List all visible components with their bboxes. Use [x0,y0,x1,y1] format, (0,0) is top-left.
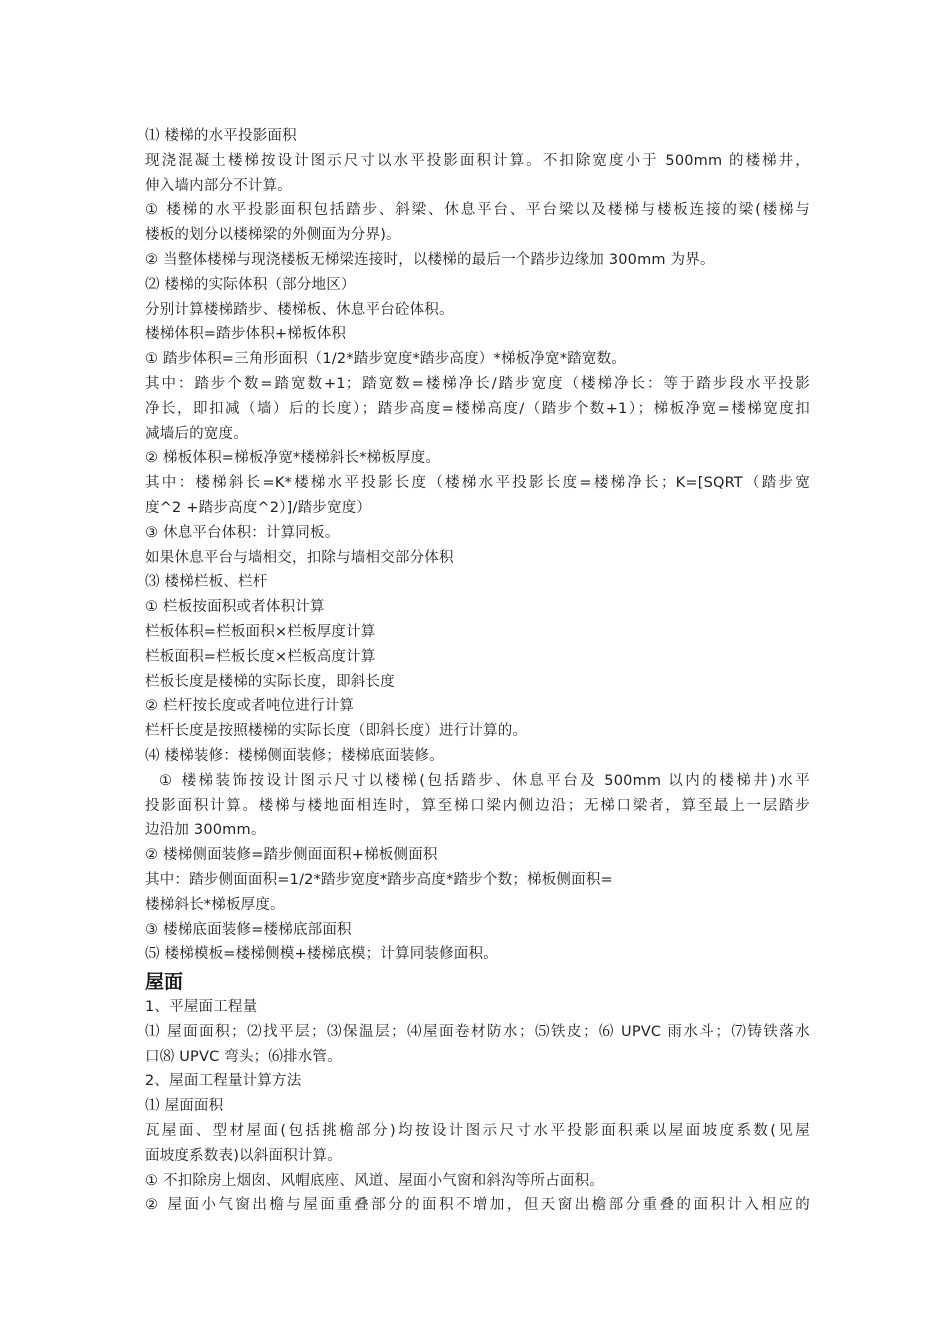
text-line: 栏板长度是楼梯的实际长度，即斜长度 [145,673,395,690]
text-line: ① 不扣除房上烟囱、风帽底座、风道、屋面小气窗和斜沟等所占面积。 [145,1172,605,1189]
text-line: 投影面积计算。楼梯与楼地面相连时，算至梯口梁内侧边沿；无梯口梁者，算至最上一层踏步 [145,797,810,814]
text-line: 瓦屋面、型材屋面(包括挑檐部分)均按设计图示尺寸水平投影面积乘以屋面坡度系数(见屋 [145,1123,810,1140]
text-line: ① 楼梯的水平投影面积包括踏步、斜梁、休息平台、平台梁以及楼梯与楼板连接的梁(楼梯与 [145,202,810,219]
text-line: 面坡度系数表)以斜面积计算。 [145,1147,342,1164]
text-line: ⑴ 屋面面积 [145,1098,224,1115]
text-line: ③ 楼梯底面装修=楼梯底部面积 [145,921,352,938]
text-line: 其中：楼梯斜长=K*楼梯水平投影长度（楼梯水平投影长度=楼梯净长；K=[SQRT（踏步宽 [145,475,810,492]
text-line: ② 楼梯侧面装修=踏步侧面面积+梯板侧面积 [145,847,438,864]
text-line: 口⑻ UPVC 弯头；⑹排水管。 [145,1048,342,1065]
section-heading-railing: ⑶ 楼梯栏板、栏杆 [145,574,268,591]
text-line: ② 当整体楼梯与现浇楼板无梯梁连接时，以楼梯的最后一个踏步边缘加 300mm 为界。 [145,251,715,268]
subsection-heading-roof-method: 2、屋面工程量计算方法 [145,1073,302,1090]
text-line: 净长，即扣减（墙）后的长度）；踏步高度=楼梯高度/（踏步个数+1）；梯板净宽=楼梯宽度扣 [145,400,810,417]
text-line: 伸入墙内部分不计算。 [145,177,292,194]
text-line: 分别计算楼梯踏步、楼梯板、休息平台砼体积。 [145,301,454,318]
text-line: 楼板的划分以楼梯梁的外侧面为分界)。 [145,227,401,244]
text-line: 其中：踏步侧面面积=1/2*踏步宽度*踏步高度*踏步个数；梯板侧面积= [145,871,613,888]
text-line: 楼梯体积=踏步体积+梯板体积 [145,326,347,343]
text-line: ② 屋面小气窗出檐与屋面重叠部分的面积不增加，但天窗出檐部分重叠的面积计入相应的 [145,1197,810,1214]
section-heading-stair-projection: ⑴ 楼梯的水平投影面积 [145,128,297,144]
text-line: 如果休息平台与墙相交，扣除与墙相交部分体积 [145,549,454,566]
text-line: 边沿加 300mm。 [145,822,266,839]
text-line: ① 楼梯装饰按设计图示尺寸以楼梯(包括踏步、休息平台及 500mm 以内的楼梯井)水平 [159,772,810,789]
page-heading-roof: 屋面 [145,971,184,994]
text-line: ③ 休息平台体积：计算同板。 [145,524,340,541]
text-line: 现浇混凝土楼梯按设计图示尺寸以水平投影面积计算。不扣除宽度小于 500mm 的楼梯井， [145,152,810,169]
text-line: 栏杆长度是按照楼梯的实际长度（即斜长度）进行计算的。 [145,723,528,740]
text-line: ① 栏板按面积或者体积计算 [145,599,325,616]
document-page [145,124,810,1218]
subsection-heading-flat-roof: 1、平屋面工程量 [145,999,258,1016]
section-heading-stair-volume: ⑵ 楼梯的实际体积（部分地区） [145,276,356,293]
text-line: ⑴ 屋面面积；⑵找平层；⑶保温层；⑷屋面卷材防水；⑸铁皮；⑹ UPVC 雨水斗；⑺铸铁落水 [145,1023,810,1040]
section-heading-stair-finish: ⑷ 楼梯装修：楼梯侧面装修；楼梯底面装修。 [145,747,444,764]
text-line: 栏板面积=栏板长度×栏板高度计算 [145,648,376,665]
text-line: 度^2 +踏步高度^2）]/踏步宽度） [145,499,372,516]
text-line: 栏板体积=栏板面积×栏板厚度计算 [145,623,376,640]
text-line: ① 踏步体积=三角形面积（1/2*踏步宽度*踏步高度）*梯板净宽*踏宽数。 [145,351,626,368]
text-line: 减墙后的宽度。 [145,425,248,442]
text-line: ② 栏杆按长度或者吨位进行计算 [145,698,355,715]
text-line: ② 梯板体积=梯板净宽*楼梯斜长*梯板厚度。 [145,450,441,467]
text-line: 楼梯斜长*梯板厚度。 [145,896,285,913]
text-line: 其中：踏步个数=踏宽数+1；踏宽数=楼梯净长/踏步宽度（楼梯净长：等于踏步段水平投影 [145,375,810,392]
text-line: ⑸ 楼梯模板=楼梯侧模+楼梯底模；计算同装修面积。 [145,946,498,963]
